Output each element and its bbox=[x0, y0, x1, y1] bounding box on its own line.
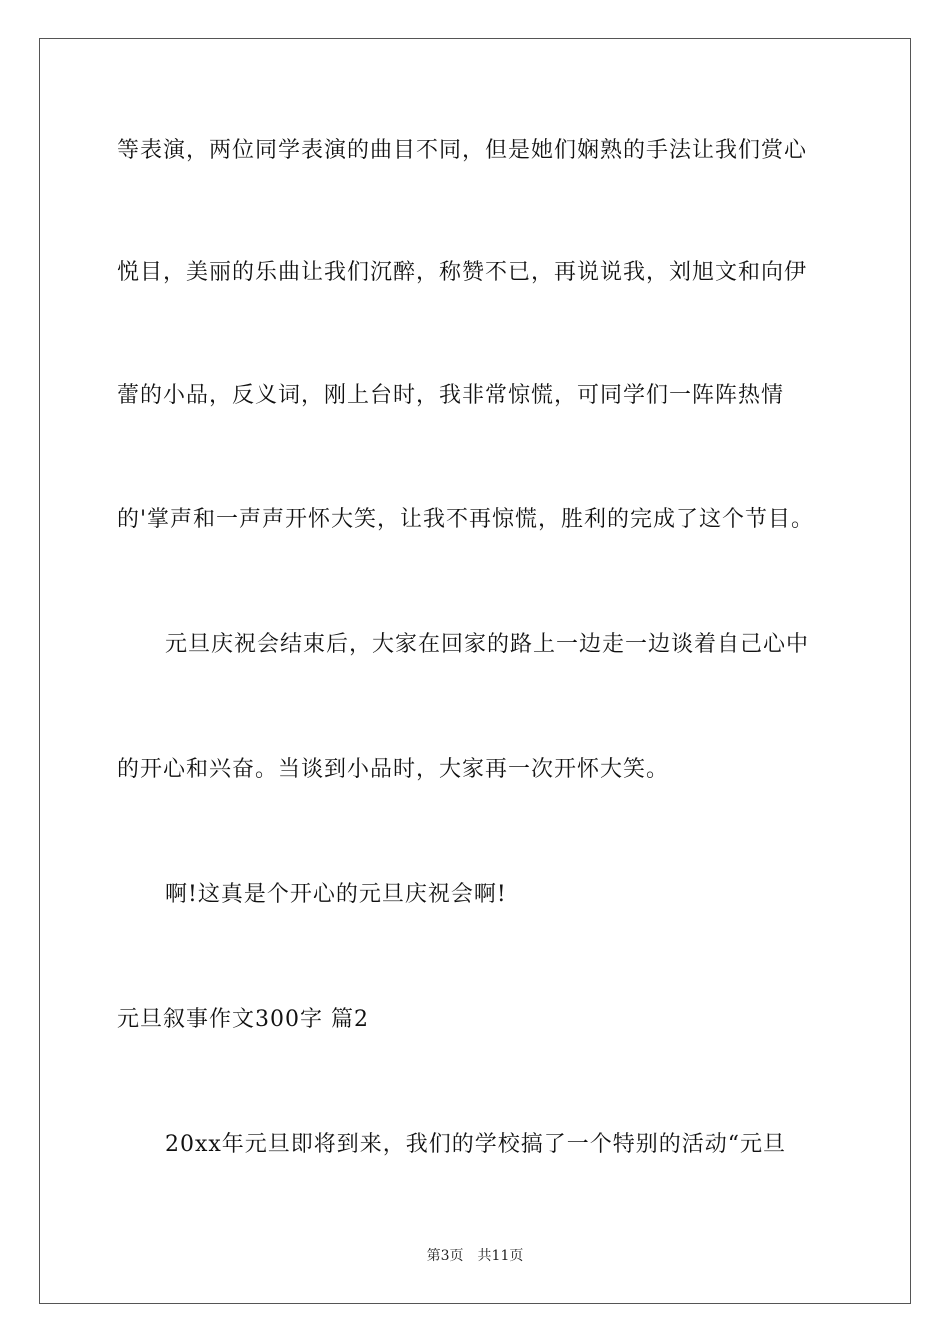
body-line-4: 的'掌声和一声声开怀大笑，让我不再惊慌，胜利的完成了这个节目。 bbox=[117, 507, 815, 532]
body-line-2: 悦目，美丽的乐曲让我们沉醉，称赞不已，再说说我，刘旭文和向伊 bbox=[117, 260, 808, 285]
body-line-8: 20xx年元旦即将到来，我们的学校搞了一个特别的活动“元旦 bbox=[165, 1132, 787, 1157]
body-line-7: 啊!这真是个开心的元旦庆祝会啊! bbox=[165, 882, 507, 907]
page-total: 共11页 bbox=[477, 1248, 524, 1264]
body-line-6: 的开心和兴奋。当谈到小品时，大家再一次开怀大笑。 bbox=[117, 757, 670, 782]
page-border bbox=[39, 38, 911, 1304]
body-line-3: 蕾的小品，反义词，刚上台时，我非常惊慌，可同学们一阵阵热情 bbox=[117, 383, 785, 408]
section-heading: 元旦叙事作文300字 篇2 bbox=[117, 1007, 369, 1032]
body-line-1: 等表演，两位同学表演的曲目不同，但是她们娴熟的手法让我们赏心 bbox=[117, 138, 808, 163]
page-footer bbox=[0, 1247, 950, 1265]
page-number: 第3页 bbox=[426, 1248, 464, 1264]
body-line-5: 元旦庆祝会结束后，大家在回家的路上一边走一边谈着自己心中 bbox=[165, 632, 810, 657]
